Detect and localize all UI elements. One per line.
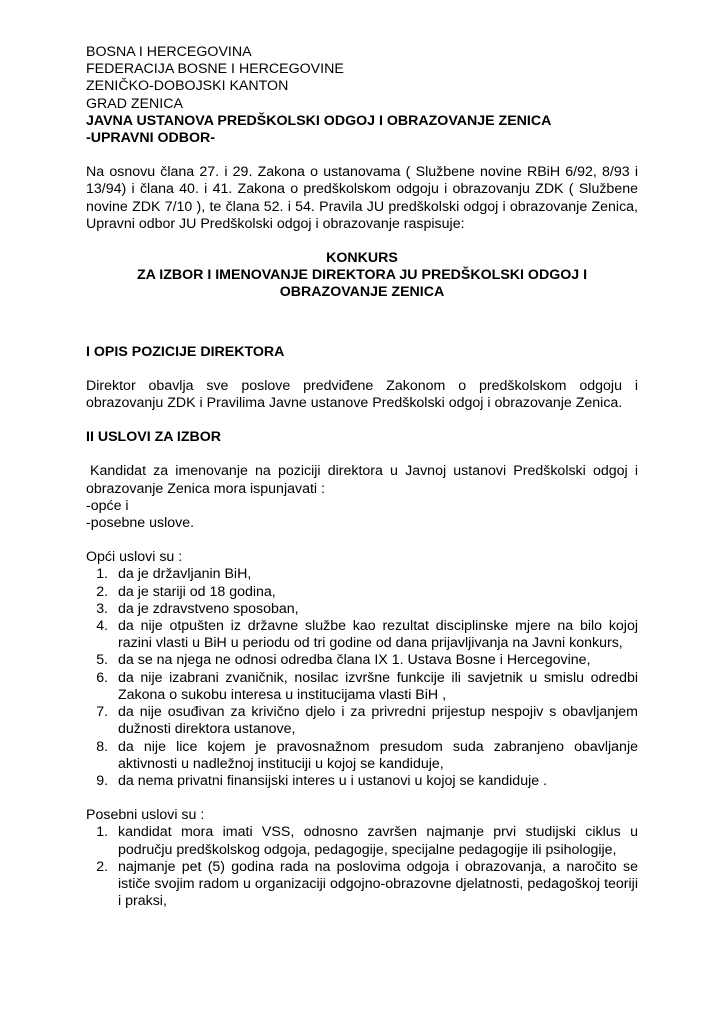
header-board: -UPRAVNI ODBOR- xyxy=(86,130,215,147)
section-1-text: Direktor obavlja sve poslove predviđene Zakonom o predškolskom odgoju i obrazovanju ZDK i Pravilima Javne ustanove Predškolski odgoj i obrazovanje Zenica. xyxy=(86,377,638,412)
list-item: 5. da se na njega ne odnosi odredba člana IX 1. Ustava Bosne i Hercegovine, xyxy=(112,652,638,669)
special-conditions-list xyxy=(86,824,638,910)
section-1-heading: I OPIS POZICIJE DIREKTORA xyxy=(86,343,285,360)
header-institution: JAVNA USTANOVA PREDŠKOLSKI ODGOJ I OBRAZOVANJE ZENICA xyxy=(86,112,552,129)
list-item: 3. da je zdravstveno sposoban, xyxy=(112,601,638,618)
header-country: BOSNA I HERCEGOVINA xyxy=(86,44,252,60)
header-canton: ZENIČKO-DOBOJSKI KANTON xyxy=(86,78,289,95)
general-conditions-heading: Opći uslovi su : xyxy=(86,549,183,566)
document-title xyxy=(86,250,638,302)
title-line-1: KONKURS xyxy=(326,250,398,267)
section-2-intro: Kandidat za imenovanje na poziciji direktora u Javnoj ustanovi Predškolski odgoj i obrazovanje Zenica mora ispunjavati : xyxy=(86,463,638,497)
list-item: 2. da je stariji od 18 godina, xyxy=(112,584,638,601)
title-line-2: ZA IZBOR I IMENOVANJE DIREKTORA JU PREDŠKOLSKI ODGOJ I xyxy=(136,267,588,284)
header-federation: FEDERACIJA BOSNE I HERCEGOVINE xyxy=(86,61,344,78)
list-item: 1. da je državljanin BiH, xyxy=(112,566,638,583)
condition-type-general: -opće i xyxy=(86,497,129,514)
title-line-3: OBRAZOVANJE ZENICA xyxy=(279,284,445,301)
list-item: 7. da nije osuđivan za krivično djelo i za privredni prijestup nespojiv s obavljanjem dužnosti direktora ustanove, xyxy=(112,704,638,738)
list-item: 4. da nije otpušten iz državne službe kao rezultat disciplinske mjere na bilo kojoj razini vlasti u BiH u periodu od tri godine od dana prijavljivanja na Javni konkurs, xyxy=(112,618,638,652)
list-item: 1. kandidat mora imati VSS, odnosno završen najmanje prvi studijski ciklus u području predškolskog odgoja, pedagogije, specijalne pedagogije ili psihologije, xyxy=(112,824,638,858)
condition-type-special: -posebne uslove. xyxy=(86,515,195,532)
document-page xyxy=(86,44,638,910)
list-item: 9. da nema privatni finansijski interes u i ustanovi u kojoj se kandiduje . xyxy=(112,773,638,790)
section-2-heading: II USLOVI ZA IZBOR xyxy=(86,429,222,446)
document-header xyxy=(86,44,638,147)
special-conditions-heading: Posebni uslovi su : xyxy=(86,807,205,824)
list-item: 8. da nije lice kojem je pravosnažnom presudom suda zabranjeno obavljanje aktivnosti u nadležnoj instituciji u kojoj se kandiduje, xyxy=(112,739,638,773)
header-city: GRAD ZENICA xyxy=(86,95,183,112)
list-item: 6. da nije izabrani zvaničnik, nosilac izvršne funkcije ili savjetnik u smislu odredbi Zakona o sukobu interesa u institucijama vlasti BiH , xyxy=(112,670,638,704)
general-conditions-list xyxy=(86,566,638,790)
preamble-paragraph: Na osnovu člana 27. i 29. Zakona o ustanovama ( Službene novine RBiH 6/92, 8/93 i 13/94) i člana 40. i 41. Zakona o predškolskom odgoju i obrazovanju ZDK ( Službene novine ZDK 7/10 ), te člana 52. i 54. Pravila JU predškolski odgoj i obrazovanje Zenica, Upravni odbor JU Predškolski odgoj i obrazovanje raspisuje: xyxy=(86,164,638,232)
list-item: 2. najmanje pet (5) godina rada na poslovima odgoja i obrazovanja, a naročito se ističe svojim radom u organizaciji odgojno-obrazovne djelatnosti, pedagoškoj teoriji i praksi, xyxy=(112,859,638,911)
